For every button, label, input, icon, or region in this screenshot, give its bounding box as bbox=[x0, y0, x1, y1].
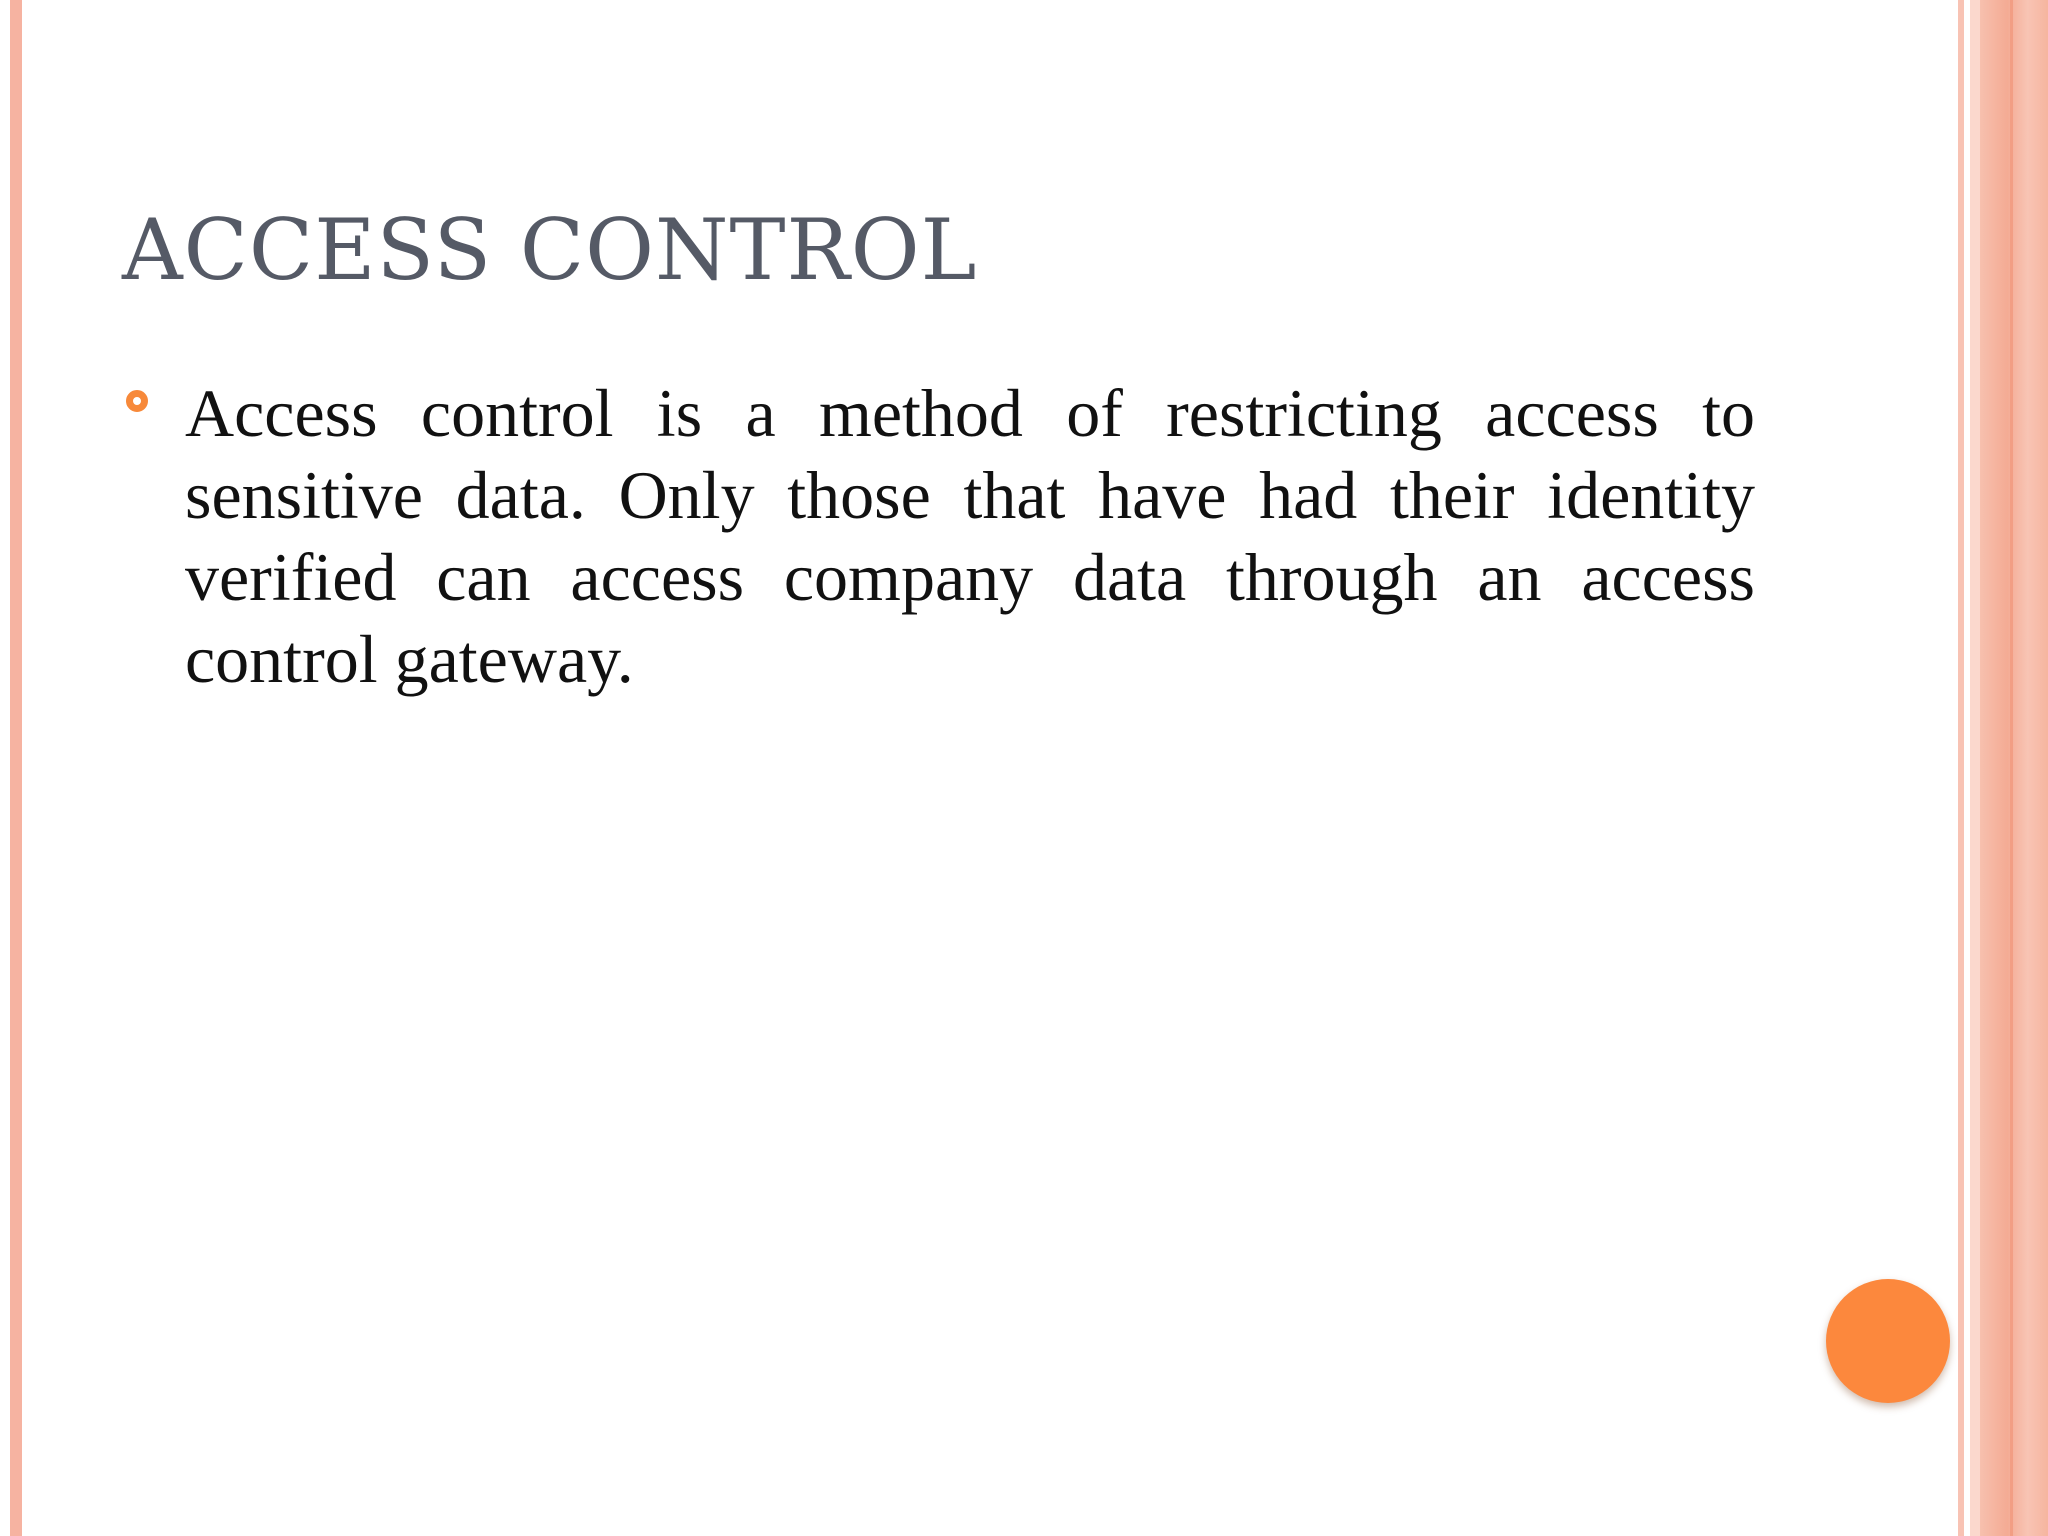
next-slide-button[interactable] bbox=[1826, 1279, 1950, 1403]
left-decorative-stripe bbox=[10, 0, 22, 1536]
right-decorative-stripe-1 bbox=[1958, 0, 1964, 1536]
right-decorative-band bbox=[1980, 0, 2048, 1536]
right-decorative-stripe-2 bbox=[1970, 0, 1980, 1536]
right-decorative-line bbox=[2010, 0, 2013, 1536]
hollow-circle-bullet-icon bbox=[126, 390, 148, 412]
bullet-text: Access control is a method of restricting access to sensitive data. Only those that have had their identity verified can access company data through an access control gateway. bbox=[185, 375, 1755, 697]
slide-title: ACCESS CONTROL bbox=[122, 201, 978, 299]
